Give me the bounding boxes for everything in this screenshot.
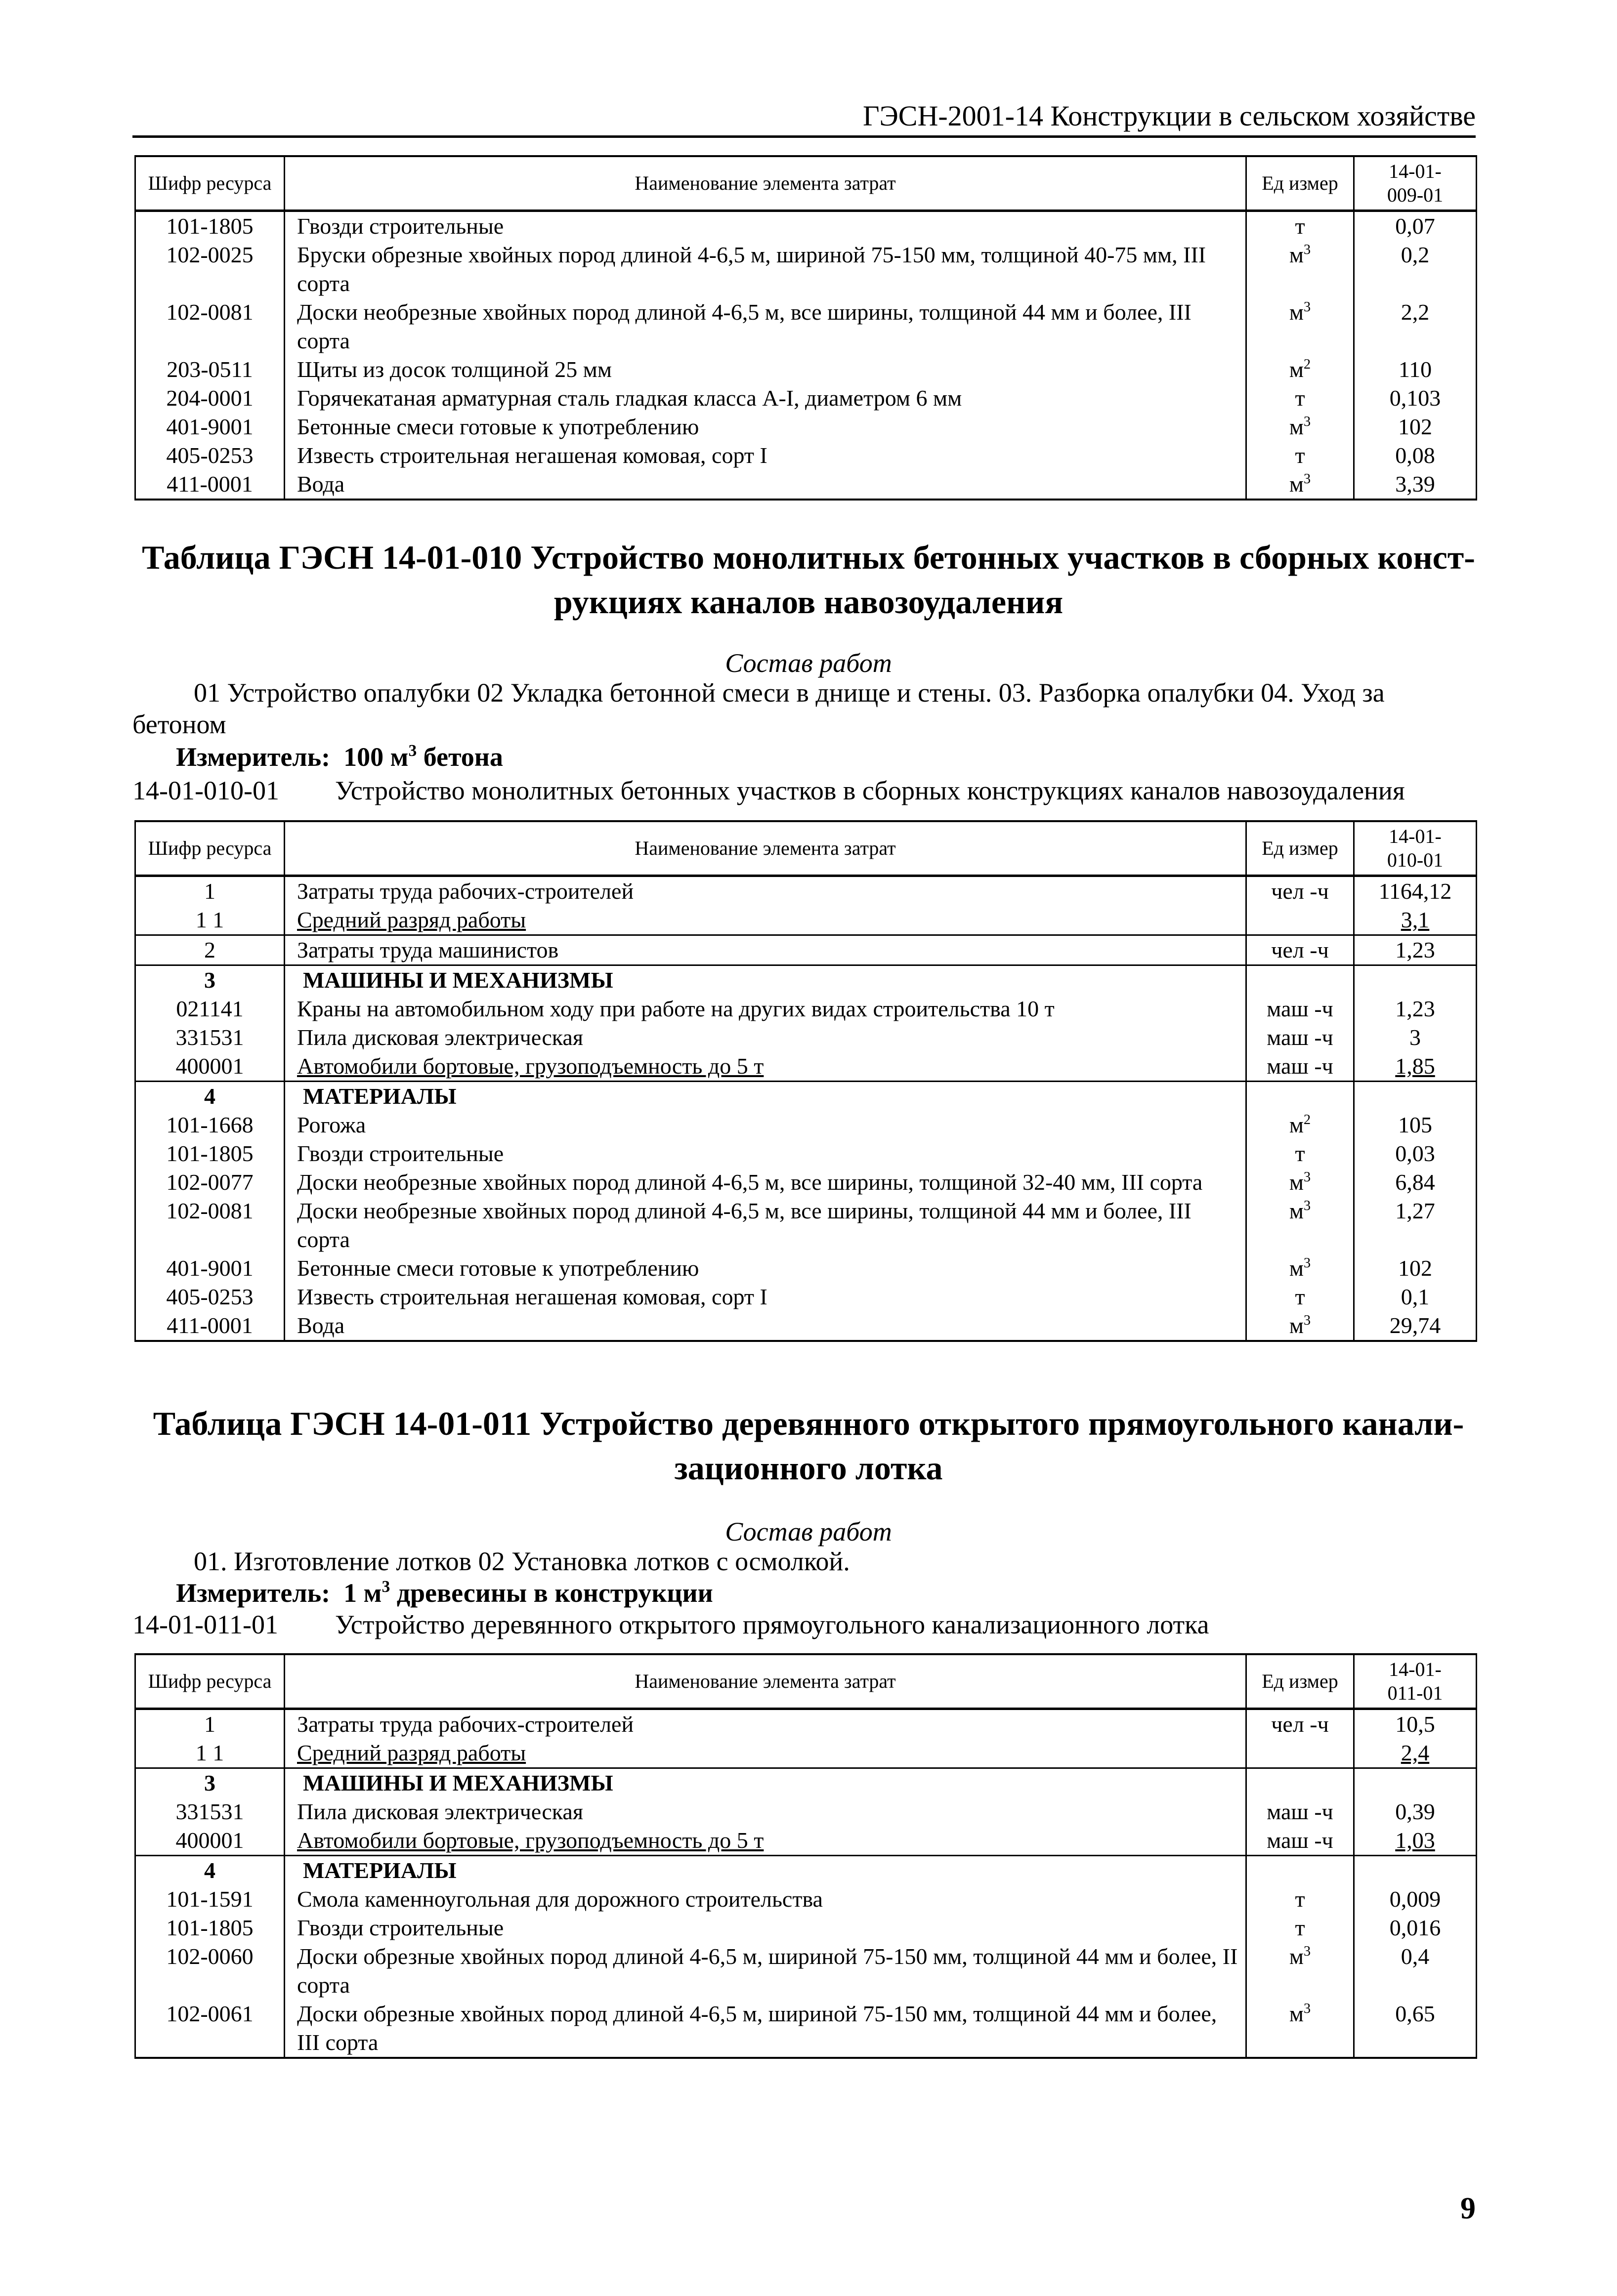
- unit-exponent: 2: [1303, 356, 1311, 372]
- cell-element-name: Средний разряд работы: [285, 1739, 1246, 1768]
- cell-element-name: Известь строительная негашеная комовая, сорт I: [285, 441, 1246, 470]
- table-row: [135, 906, 1477, 935]
- cell-norm-value: 0,03: [1354, 1139, 1477, 1168]
- table-row: [135, 876, 1477, 906]
- cell-norm-value: 0,009: [1354, 1885, 1477, 1914]
- cell-resource-code: 411-0001: [135, 1311, 285, 1341]
- cell-unit: [1246, 413, 1354, 441]
- cell-element-name: Смола каменноугольная для дорожного строительства: [285, 1885, 1246, 1914]
- cell-unit: [1246, 1052, 1354, 1082]
- unit-text: м: [1289, 2001, 1304, 2026]
- norm-header-line-2: 011-01: [1387, 1682, 1443, 1704]
- works-heading: Состав работ: [725, 1517, 892, 1546]
- cell-unit: [1246, 906, 1354, 935]
- cell-resource-code: 1: [135, 1709, 285, 1739]
- unit-text: маш -ч: [1267, 1799, 1333, 1824]
- measure-unit-exponent: 3: [408, 741, 417, 760]
- cell-resource-code: 1 1: [135, 1739, 285, 1768]
- cell-resource-code: 3: [135, 1768, 285, 1798]
- unit-text: т: [1295, 1284, 1305, 1309]
- cell-resource-code: 1: [135, 876, 285, 906]
- unit-text: чел -ч: [1271, 937, 1329, 962]
- table-row: [135, 441, 1477, 470]
- unit-text: м: [1289, 414, 1304, 439]
- cell-resource-code: 102-0061: [135, 2000, 285, 2058]
- unit-text: м: [1289, 357, 1304, 382]
- cell-unit: [1246, 1254, 1354, 1283]
- cell-element-name: Краны на автомобильном ходу при работе на других видах строительства 10 т: [285, 995, 1246, 1023]
- unit-exponent: 3: [1303, 1312, 1311, 1328]
- cell-resource-code: 102-0081: [135, 298, 285, 355]
- cell-element-name: Горячекатаная арматурная сталь гладкая класса А-I, диаметром 6 мм: [285, 384, 1246, 413]
- cell-norm-value: 1,23: [1354, 935, 1477, 965]
- unit-text: м: [1289, 242, 1304, 267]
- resource-table-009-01: [134, 155, 1477, 501]
- cell-element-name: Доски необрезные хвойных пород длиной 4-6,5 м, все ширины, толщиной 44 мм и более, III сорта: [285, 1197, 1246, 1254]
- table-row: [135, 298, 1477, 355]
- cell-unit: [1246, 1283, 1354, 1311]
- cell-element-name: Автомобили бортовые, грузоподъемность до 5 т: [285, 1826, 1246, 1856]
- cell-norm-value: 10,5: [1354, 1709, 1477, 1739]
- column-header-code: Шифр ресурса: [135, 1654, 285, 1709]
- column-header-unit: Ед измер: [1246, 821, 1354, 876]
- column-header-code: Шифр ресурса: [135, 156, 285, 211]
- cell-unit: [1246, 1768, 1354, 1798]
- unit-text: м: [1289, 1198, 1304, 1223]
- cell-element-name: Вода: [285, 1311, 1246, 1341]
- cell-unit: [1246, 965, 1354, 995]
- table-row: [135, 2000, 1477, 2058]
- cell-unit: [1246, 935, 1354, 965]
- unit-text: т: [1295, 1141, 1305, 1166]
- cell-unit: [1246, 470, 1354, 500]
- cell-norm-value: 1,03: [1354, 1826, 1477, 1856]
- table-row: [135, 1254, 1477, 1283]
- cell-resource-code: 405-0253: [135, 1283, 285, 1311]
- header-rule: [132, 135, 1476, 138]
- unit-text: чел -ч: [1271, 1712, 1329, 1737]
- cell-norm-value: 3: [1354, 1023, 1477, 1052]
- column-header-code: Шифр ресурса: [135, 821, 285, 876]
- cell-resource-code: 204-0001: [135, 384, 285, 413]
- unit-exponent: 3: [1303, 1169, 1311, 1185]
- table-row: [135, 1023, 1477, 1052]
- unit-text: м: [1289, 1255, 1304, 1281]
- table-row: [135, 1739, 1477, 1768]
- cell-norm-value: 110: [1354, 355, 1477, 384]
- unit-text: маш -ч: [1267, 1053, 1333, 1079]
- unit-text: маш -ч: [1267, 996, 1333, 1021]
- cell-element-name: Доски необрезные хвойных пород длиной 4-6,5 м, все ширины, толщиной 32-40 мм, III сорта: [285, 1168, 1246, 1197]
- unit-exponent: 3: [1303, 1943, 1311, 1959]
- norm-code: 14-01-010-01: [132, 776, 279, 805]
- cell-element-name: Доски необрезные хвойных пород длиной 4-6,5 м, все ширины, толщиной 44 мм и более, III сорта: [285, 298, 1246, 355]
- cell-element-name: Доски обрезные хвойных пород длиной 4-6,5 м, шириной 75-150 мм, толщиной 44 мм и более, III сорта: [285, 2000, 1246, 2058]
- cell-resource-code: 2: [135, 935, 285, 965]
- unit-exponent: 2: [1303, 1112, 1311, 1127]
- unit-exponent: 3: [1303, 2001, 1311, 2016]
- unit-text: маш -ч: [1267, 1828, 1333, 1853]
- cell-element-name: Известь строительная негашеная комовая, сорт I: [285, 1283, 1246, 1311]
- table-header-row: [135, 156, 1477, 211]
- cell-unit: [1246, 1942, 1354, 2000]
- cell-norm-value: [1354, 1856, 1477, 1885]
- cell-norm-value: 1164,12: [1354, 876, 1477, 906]
- cell-element-name: Бетонные смеси готовые к употреблению: [285, 1254, 1246, 1283]
- cell-norm-value: [1354, 1768, 1477, 1798]
- cell-norm-value: 0,65: [1354, 2000, 1477, 2058]
- cell-element-name: Пила дисковая электрическая: [285, 1797, 1246, 1826]
- cell-resource-code: 331531: [135, 1797, 285, 1826]
- cell-element-name: Рогожа: [285, 1111, 1246, 1139]
- unit-exponent: 3: [1303, 471, 1311, 487]
- table-row: [135, 1111, 1477, 1139]
- table-row: [135, 1885, 1477, 1914]
- cell-resource-code: 102-0025: [135, 241, 285, 298]
- cell-norm-value: 0,016: [1354, 1914, 1477, 1942]
- unit-text: т: [1295, 443, 1305, 468]
- measure-line: [176, 1577, 713, 1609]
- measure-label: Измеритель:: [176, 742, 331, 772]
- table-body: [135, 876, 1477, 1341]
- table-row: [135, 241, 1477, 298]
- table-title-line-2: рукциях каналов навозоудаления: [553, 583, 1064, 621]
- unit-exponent: 3: [1303, 414, 1311, 429]
- cell-resource-code: 101-1591: [135, 1885, 285, 1914]
- cell-unit: [1246, 1797, 1354, 1826]
- table-row: [135, 355, 1477, 384]
- cell-unit: [1246, 1914, 1354, 1942]
- table-row: [135, 1826, 1477, 1856]
- unit-text: м: [1289, 299, 1304, 325]
- measure-value: 1 м: [343, 1578, 382, 1608]
- cell-norm-value: 105: [1354, 1111, 1477, 1139]
- column-header-norm: [1354, 156, 1477, 211]
- cell-unit: [1246, 876, 1354, 906]
- cell-element-name: Гвозди строительные: [285, 211, 1246, 241]
- cell-unit: [1246, 1082, 1354, 1111]
- column-header-unit: Ед измер: [1246, 1654, 1354, 1709]
- cell-norm-value: 0,1: [1354, 1283, 1477, 1311]
- table-row: [135, 965, 1477, 995]
- cell-resource-code: 021141: [135, 995, 285, 1023]
- table-row: [135, 1797, 1477, 1826]
- cell-element-name: Вода: [285, 470, 1246, 500]
- unit-text: т: [1295, 1915, 1305, 1940]
- table-row: [135, 1942, 1477, 2000]
- cell-unit: [1246, 211, 1354, 241]
- column-header-unit: Ед измер: [1246, 156, 1354, 211]
- table-row: [135, 413, 1477, 441]
- table-title-14-01-011: [99, 1401, 1518, 1490]
- cell-resource-code: 331531: [135, 1023, 285, 1052]
- cell-resource-code: 101-1668: [135, 1111, 285, 1139]
- unit-text: чел -ч: [1271, 878, 1329, 904]
- norm-line: [132, 775, 1405, 806]
- cell-unit: [1246, 298, 1354, 355]
- cell-norm-value: 3,1: [1354, 906, 1477, 935]
- unit-text: м: [1289, 1313, 1304, 1338]
- measure-suffix: бетона: [423, 742, 503, 772]
- cell-norm-value: 29,74: [1354, 1311, 1477, 1341]
- cell-unit: [1246, 1139, 1354, 1168]
- cell-element-name: МАШИНЫ И МЕХАНИЗМЫ: [285, 965, 1246, 995]
- cell-unit: [1246, 384, 1354, 413]
- measure-suffix: древесины в конструкции: [396, 1578, 713, 1608]
- cell-resource-code: 102-0077: [135, 1168, 285, 1197]
- cell-element-name: Затраты труда рабочих-строителей: [285, 1709, 1246, 1739]
- norm-line: [132, 1609, 1209, 1640]
- works-heading: Состав работ: [725, 648, 892, 678]
- cell-unit: [1246, 1168, 1354, 1197]
- cell-norm-value: 2,4: [1354, 1739, 1477, 1768]
- cell-norm-value: 1,23: [1354, 995, 1477, 1023]
- cell-element-name: МАТЕРИАЛЫ: [285, 1082, 1246, 1111]
- cell-norm-value: 0,08: [1354, 441, 1477, 470]
- cell-resource-code: 400001: [135, 1052, 285, 1082]
- table-row: [135, 470, 1477, 500]
- table-row: [135, 995, 1477, 1023]
- table-title-14-01-010: [99, 535, 1518, 624]
- cell-element-name: Бруски обрезные хвойных пород длиной 4-6,5 м, шириной 75-150 мм, толщиной 40-75 мм, III сорта: [285, 241, 1246, 298]
- table-row: [135, 1082, 1477, 1111]
- column-header-norm: [1354, 1654, 1477, 1709]
- cell-element-name: МАШИНЫ И МЕХАНИЗМЫ: [285, 1768, 1246, 1798]
- table-row: [135, 1709, 1477, 1739]
- unit-exponent: 3: [1303, 1198, 1311, 1213]
- cell-element-name: Затраты труда машинистов: [285, 935, 1246, 965]
- works-description: 01 Устройство опалубки 02 Укладка бетонной смеси в днище и стены. 03. Разборка опалубки 04. Уход за бетоном: [132, 678, 1385, 739]
- page-number: 9: [1460, 2192, 1476, 2225]
- cell-norm-value: 1,85: [1354, 1052, 1477, 1082]
- cell-unit: [1246, 1826, 1354, 1856]
- cell-element-name: Гвозди строительные: [285, 1139, 1246, 1168]
- norm-name: Устройство деревянного открытого прямоугольного канализационного лотка: [335, 1610, 1209, 1639]
- norm-name: Устройство монолитных бетонных участков в сборных конструкциях каналов навозоудаления: [335, 776, 1405, 805]
- unit-text: м: [1289, 1169, 1304, 1195]
- table-row: [135, 1283, 1477, 1311]
- cell-norm-value: 3,39: [1354, 470, 1477, 500]
- cell-resource-code: 401-9001: [135, 413, 285, 441]
- cell-element-name: Доски обрезные хвойных пород длиной 4-6,5 м, шириной 75-150 мм, толщиной 44 мм и более, II сорта: [285, 1942, 1246, 2000]
- table-body: [135, 1709, 1477, 2058]
- cell-unit: [1246, 1311, 1354, 1341]
- cell-norm-value: 2,2: [1354, 298, 1477, 355]
- cell-unit: [1246, 995, 1354, 1023]
- norm-header-line-1: 14-01-: [1389, 160, 1442, 182]
- unit-text: м: [1289, 1112, 1304, 1137]
- cell-resource-code: 102-0081: [135, 1197, 285, 1254]
- cell-element-name: Средний разряд работы: [285, 906, 1246, 935]
- table-row: [135, 1768, 1477, 1798]
- cell-element-name: Гвозди строительные: [285, 1914, 1246, 1942]
- unit-exponent: 3: [1303, 242, 1311, 257]
- norm-header-line-2: 009-01: [1387, 184, 1444, 206]
- column-header-name: Наименование элемента затрат: [285, 821, 1246, 876]
- cell-element-name: Бетонные смеси готовые к употреблению: [285, 413, 1246, 441]
- unit-exponent: 3: [1303, 1255, 1311, 1271]
- resource-table-010-01: [134, 820, 1477, 1342]
- table-row: [135, 1914, 1477, 1942]
- cell-resource-code: 101-1805: [135, 1914, 285, 1942]
- cell-element-name: Пила дисковая электрическая: [285, 1023, 1246, 1052]
- table-row: [135, 1168, 1477, 1197]
- running-header: ГЭСН-2001-14 Конструкции в сельском хозяйстве: [862, 100, 1476, 132]
- cell-resource-code: 4: [135, 1856, 285, 1885]
- cell-resource-code: 400001: [135, 1826, 285, 1856]
- cell-element-name: Щиты из досок толщиной 25 мм: [285, 355, 1246, 384]
- table-header-row: [135, 1654, 1477, 1709]
- table-row: [135, 935, 1477, 965]
- unit-text: маш -ч: [1267, 1025, 1333, 1050]
- column-header-name: Наименование элемента затрат: [285, 156, 1246, 211]
- unit-text: т: [1295, 213, 1305, 239]
- works-description: 01. Изготовление лотков 02 Установка лотков с осмолкой.: [194, 1546, 850, 1576]
- table-row: [135, 1856, 1477, 1885]
- cell-norm-value: 0,103: [1354, 384, 1477, 413]
- unit-text: т: [1295, 385, 1305, 411]
- cell-unit: [1246, 1885, 1354, 1914]
- cell-element-name: МАТЕРИАЛЫ: [285, 1856, 1246, 1885]
- resource-table-011-01: [134, 1653, 1477, 2059]
- norm-header-line-1: 14-01-: [1389, 1658, 1442, 1680]
- cell-unit: [1246, 1023, 1354, 1052]
- table-body: [135, 211, 1477, 500]
- table-row: [135, 1052, 1477, 1082]
- cell-resource-code: 401-9001: [135, 1254, 285, 1283]
- unit-text: м: [1289, 471, 1304, 497]
- cell-element-name: Автомобили бортовые, грузоподъемность до 5 т: [285, 1052, 1246, 1082]
- cell-resource-code: 102-0060: [135, 1942, 285, 2000]
- cell-resource-code: 203-0511: [135, 355, 285, 384]
- column-header-norm: [1354, 821, 1477, 876]
- table-title-line-2: зационного лотка: [674, 1449, 943, 1487]
- cell-unit: [1246, 1856, 1354, 1885]
- table-header-row: [135, 821, 1477, 876]
- table-row: [135, 1139, 1477, 1168]
- cell-resource-code: 4: [135, 1082, 285, 1111]
- cell-norm-value: 0,2: [1354, 241, 1477, 298]
- norm-header-line-2: 010-01: [1387, 849, 1444, 871]
- cell-resource-code: 101-1805: [135, 211, 285, 241]
- cell-resource-code: 3: [135, 965, 285, 995]
- cell-unit: [1246, 1111, 1354, 1139]
- cell-unit: [1246, 441, 1354, 470]
- table-title-line-1: Таблица ГЭСН 14-01-010 Устройство монолитных бетонных участков в сборных конст-: [142, 539, 1475, 576]
- measure-unit-exponent: 3: [382, 1577, 390, 1596]
- table-row: [135, 384, 1477, 413]
- cell-unit: [1246, 2000, 1354, 2058]
- column-header-name: Наименование элемента затрат: [285, 1654, 1246, 1709]
- norm-header-line-1: 14-01-: [1389, 825, 1442, 847]
- cell-resource-code: 411-0001: [135, 470, 285, 500]
- measure-value: 100 м: [343, 742, 409, 772]
- table-row: [135, 1311, 1477, 1341]
- cell-norm-value: 0,4: [1354, 1942, 1477, 2000]
- measure-label: Измеритель:: [176, 1578, 331, 1608]
- measure-line: [176, 741, 503, 773]
- cell-norm-value: 102: [1354, 1254, 1477, 1283]
- cell-unit: [1246, 1709, 1354, 1739]
- cell-norm-value: [1354, 965, 1477, 995]
- cell-element-name: Затраты труда рабочих-строителей: [285, 876, 1246, 906]
- cell-resource-code: 1 1: [135, 906, 285, 935]
- cell-unit: [1246, 241, 1354, 298]
- cell-resource-code: 101-1805: [135, 1139, 285, 1168]
- cell-norm-value: 102: [1354, 413, 1477, 441]
- cell-norm-value: 0,07: [1354, 211, 1477, 241]
- cell-norm-value: 6,84: [1354, 1168, 1477, 1197]
- cell-unit: [1246, 355, 1354, 384]
- table-title-line-1: Таблица ГЭСН 14-01-011 Устройство деревянного открытого прямоугольного канали-: [153, 1405, 1464, 1442]
- unit-text: т: [1295, 1886, 1305, 1912]
- cell-resource-code: 405-0253: [135, 441, 285, 470]
- table-row: [135, 211, 1477, 241]
- cell-unit: [1246, 1739, 1354, 1768]
- unit-exponent: 3: [1303, 299, 1311, 315]
- norm-code: 14-01-011-01: [132, 1610, 278, 1639]
- unit-text: м: [1289, 1944, 1304, 1969]
- cell-norm-value: 1,27: [1354, 1197, 1477, 1254]
- cell-unit: [1246, 1197, 1354, 1254]
- table-row: [135, 1197, 1477, 1254]
- cell-norm-value: [1354, 1082, 1477, 1111]
- cell-norm-value: 0,39: [1354, 1797, 1477, 1826]
